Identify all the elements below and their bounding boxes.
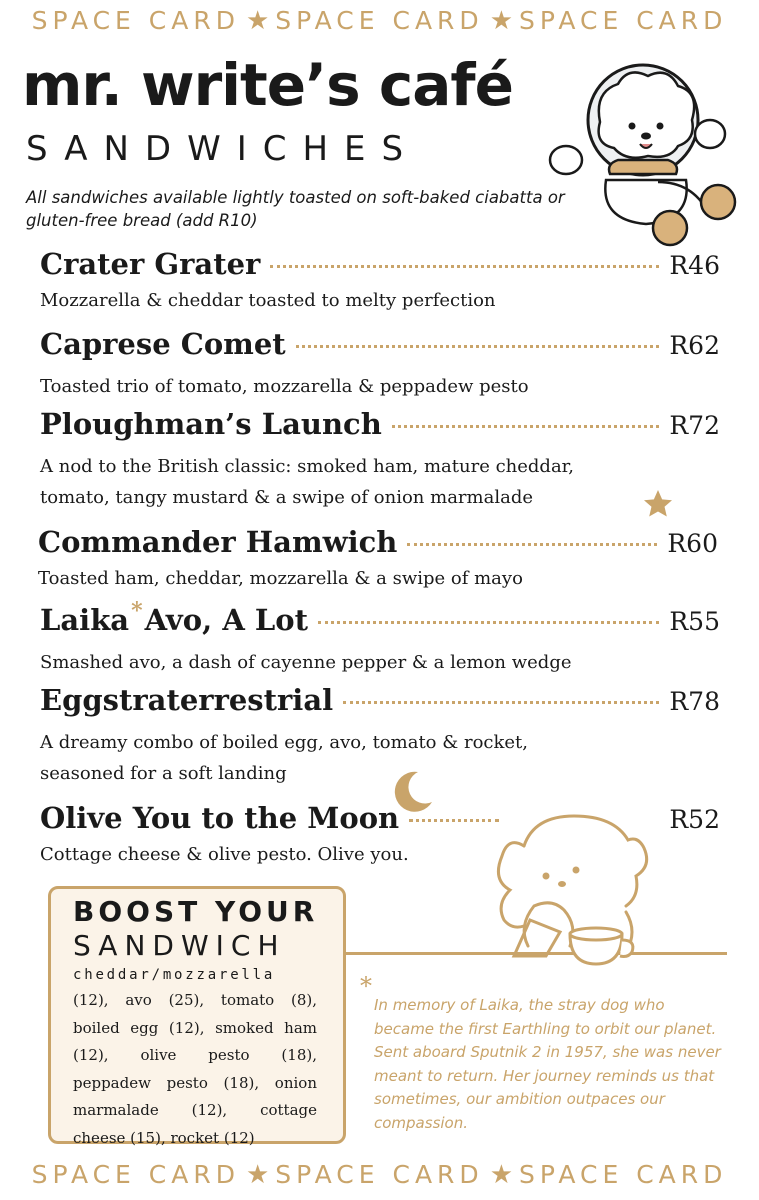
item-name (40, 598, 309, 637)
boost-title: BOOST YOUR (73, 895, 319, 928)
banner-text: SPACE CARD (275, 1160, 484, 1189)
item-price: R78 (669, 687, 720, 716)
item-description: Toasted ham, cheddar, mozzarella & a swipe of mayo (38, 568, 523, 589)
laika-memorial-note: In memory of Laika, the stray dog who became the first Earthling to orbit our planet. Sent aboard Sputnik 2 in 1957, she was never meant to return. Her journey reminds us that sometimes, our ambition outpaces our compassion. (374, 996, 721, 1132)
menu-item (40, 247, 720, 317)
item-name: Caprese Comet (40, 327, 286, 361)
star-icon: ★ (245, 6, 270, 36)
item-description: tomato, tangy mustard & a swipe of onion marmalade (40, 487, 533, 508)
leader-dots (407, 543, 657, 546)
page-title: mr. write’s café (22, 51, 513, 119)
star-icon: ★ (489, 6, 513, 36)
star-icon (642, 488, 674, 520)
item-name: Eggstraterrestrial (40, 683, 334, 717)
star-icon: ★ (489, 1160, 513, 1190)
item-price: R46 (669, 251, 720, 280)
leader-dots (343, 701, 659, 704)
item-price: R62 (669, 331, 720, 360)
item-description: A nod to the British classic: smoked ham, mature cheddar, (40, 456, 575, 477)
item-name: Olive You to the Moon (40, 801, 400, 835)
leader-dots (296, 345, 660, 348)
banner-text: SPACE CARD (519, 6, 728, 35)
asterisk-icon: * (131, 598, 143, 624)
menu-item (40, 598, 720, 679)
boost-title: SANDWICH (73, 929, 286, 962)
leader-dots (270, 265, 659, 268)
item-description: Mozzarella & cheddar toasted to melty perfection (40, 290, 496, 311)
top-banner (0, 6, 759, 36)
leader-dots (392, 425, 660, 428)
item-name: Ploughman’s Launch (40, 407, 382, 441)
crescent-moon-icon (390, 768, 436, 814)
astronaut-dog-illustration (548, 52, 738, 252)
item-name-part: Avo, A Lot (144, 603, 309, 637)
boost-subtitle: cheddar/mozzarella (73, 967, 276, 983)
banner-text: SPACE CARD (519, 1160, 728, 1189)
boost-your-sandwich-box (48, 886, 346, 1147)
banner-text: SPACE CARD (31, 6, 240, 35)
item-description: Cottage cheese & olive pesto. Olive you. (40, 844, 409, 865)
menu-item (40, 327, 720, 403)
item-description: Smashed avo, a dash of cayenne pepper & a lemon wedge (40, 652, 572, 673)
asterisk-icon: * (360, 972, 372, 1000)
bottom-banner (0, 1160, 759, 1190)
banner-text: SPACE CARD (31, 1160, 240, 1189)
item-price: R55 (669, 607, 720, 636)
dog-with-tea-illustration (484, 806, 664, 976)
item-description: A dreamy combo of boiled egg, avo, tomato & rocket, (40, 732, 529, 753)
intro-text: All sandwiches available lightly toasted on soft-baked ciabatta or gluten-free bread (add R10) (26, 188, 565, 230)
item-price: R72 (669, 411, 720, 440)
item-price: R60 (667, 529, 718, 558)
menu-section-title: SANDWICHES (26, 129, 420, 169)
item-price: R52 (669, 805, 720, 834)
boost-extras-list: (12), avo (25), tomato (8), boiled egg (12), smoked ham (12), olive pesto (18), peppadew pesto (18), onion marmalade (12), cottage cheese (15), rocket (12) (73, 991, 317, 1147)
item-name-part: Laika (40, 603, 130, 637)
item-name: Crater Grater (40, 247, 261, 281)
item-name: Commander Hamwich (38, 525, 398, 559)
leader-dots (318, 621, 659, 624)
banner-text: SPACE CARD (275, 6, 484, 35)
menu-item (38, 525, 718, 595)
menu-item (40, 407, 720, 514)
star-icon: ★ (245, 1160, 270, 1190)
item-description: Toasted trio of tomato, mozzarella & peppadew pesto (40, 376, 529, 397)
item-description: seasoned for a soft landing (40, 763, 287, 784)
menu-item (40, 683, 720, 790)
